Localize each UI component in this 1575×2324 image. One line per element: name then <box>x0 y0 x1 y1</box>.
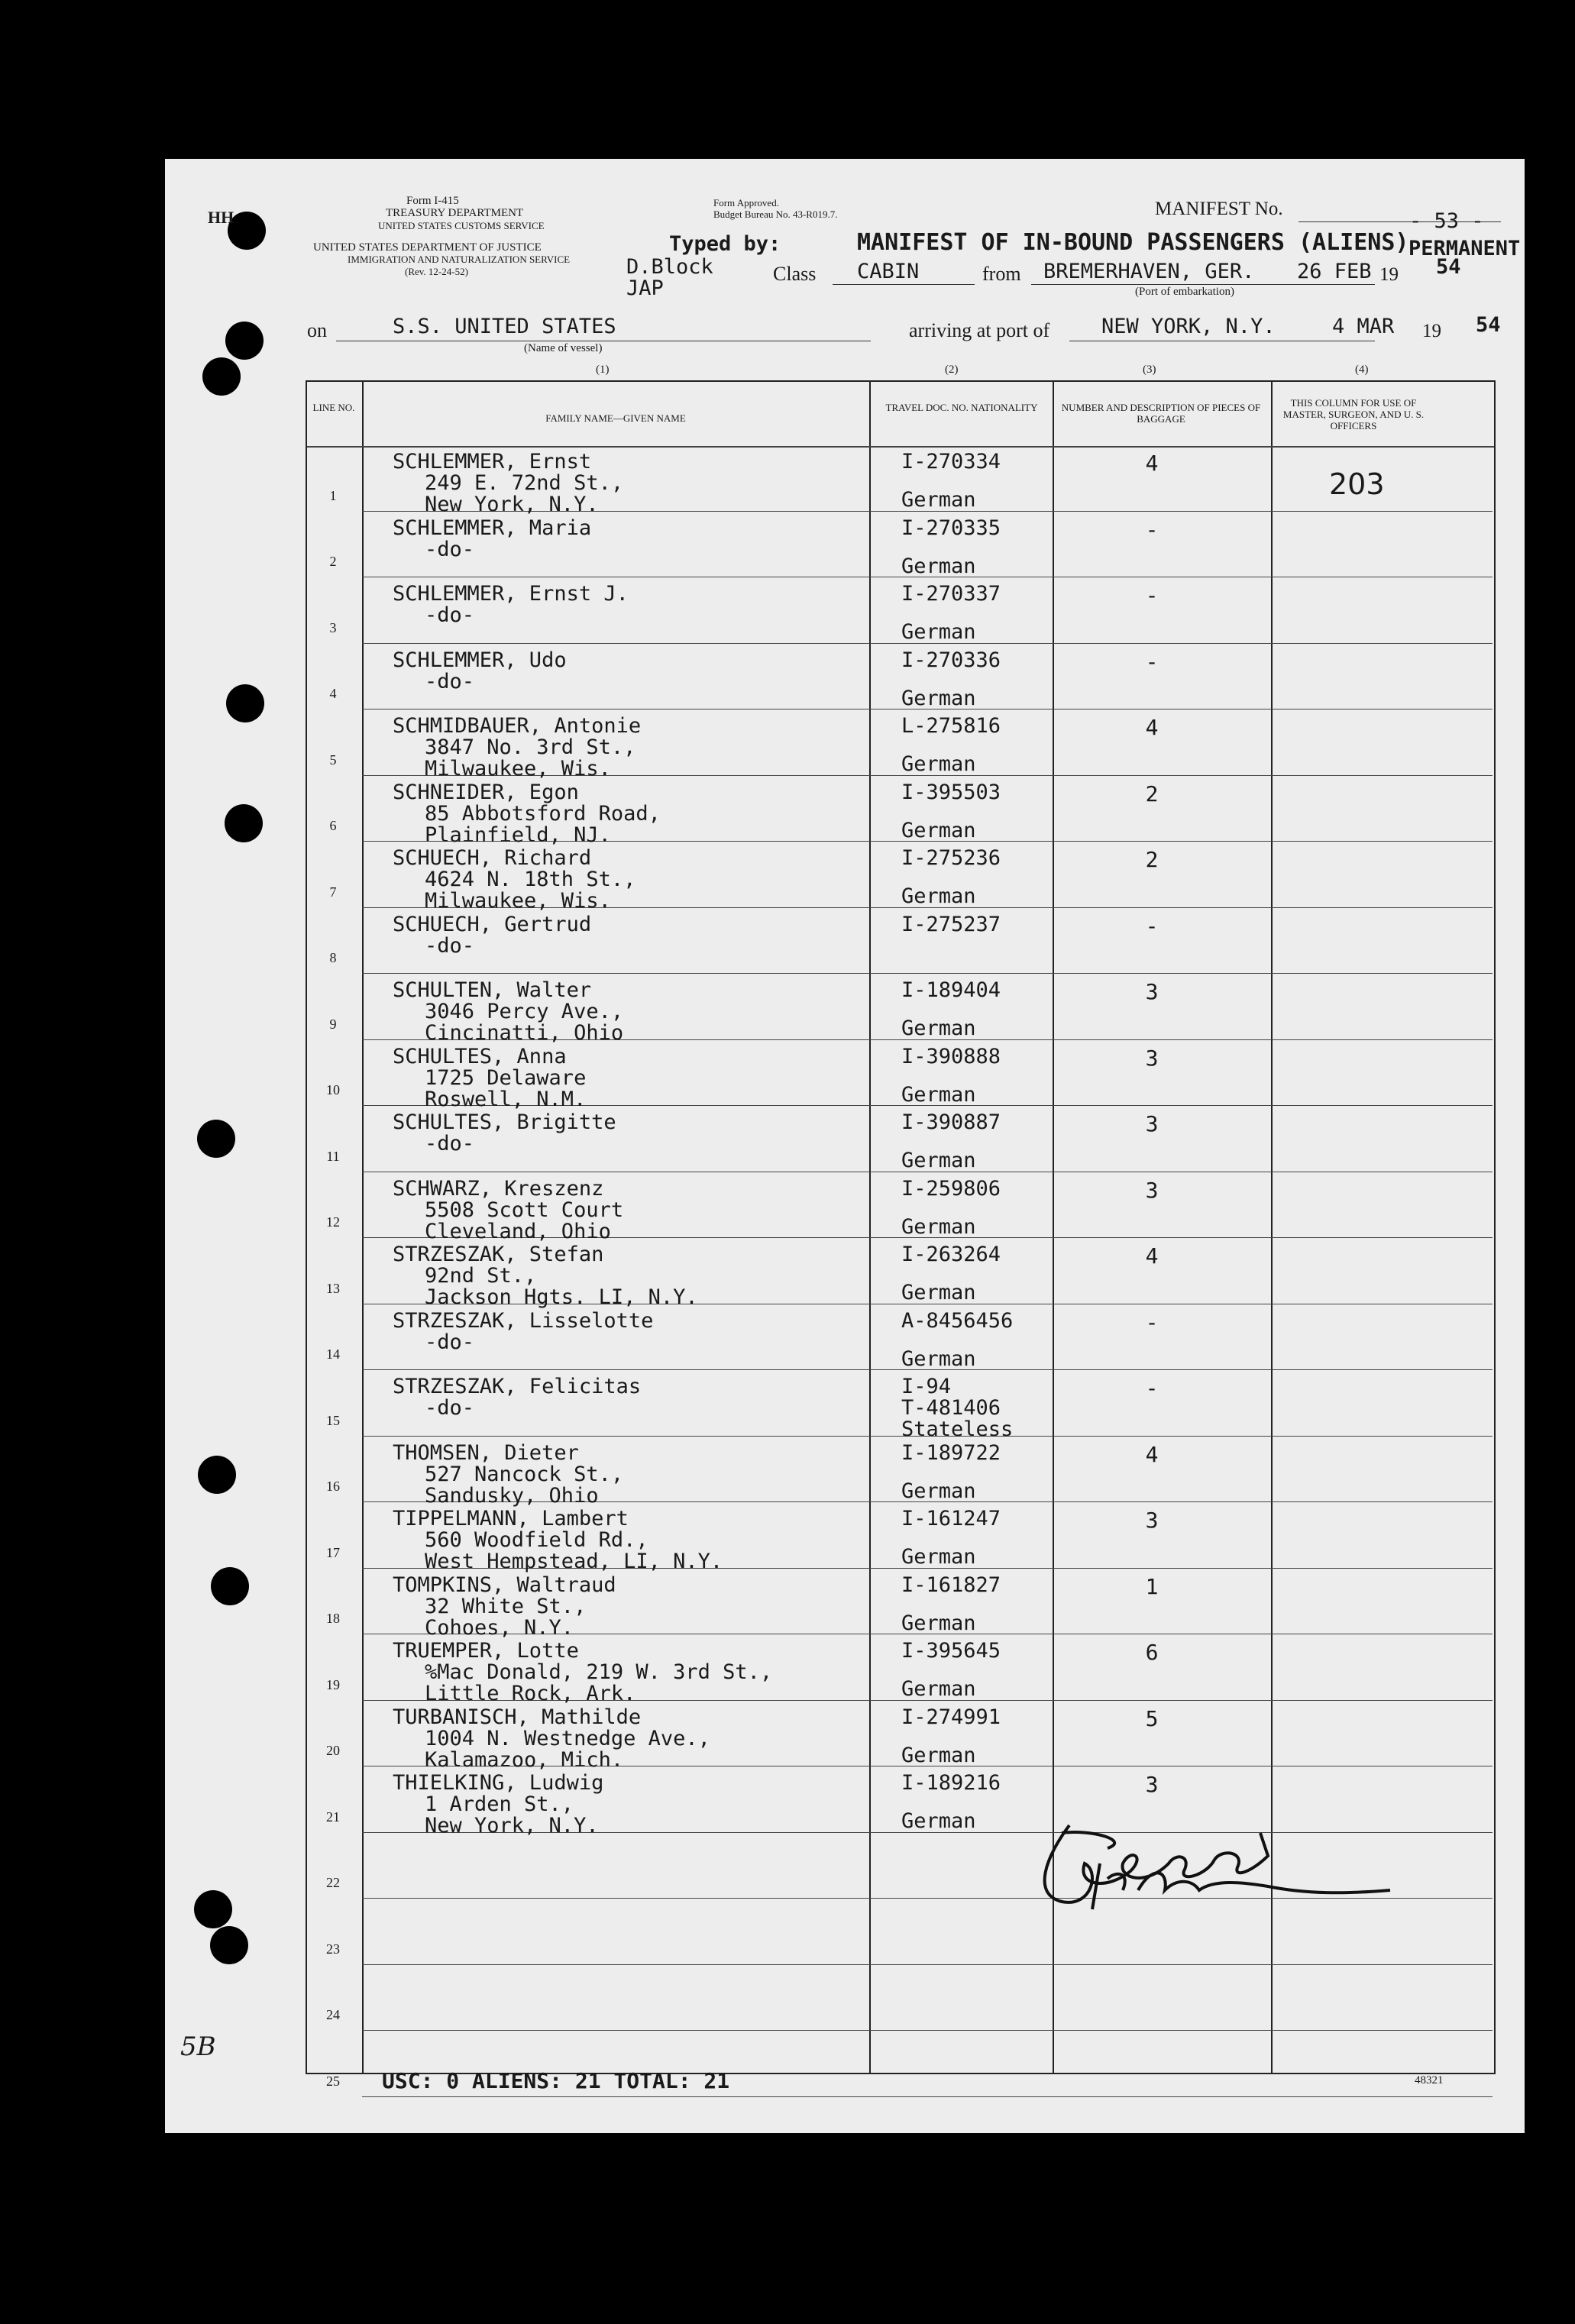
line-number: 21 <box>326 1808 340 1825</box>
nationality: German <box>901 488 976 512</box>
punch-hole <box>210 1926 248 1964</box>
travel-doc-number: I-395503 <box>901 780 1001 804</box>
baggage-count: 4 <box>1145 1441 1159 1467</box>
passenger-address: Milwaukee, Wis. <box>425 889 611 913</box>
col-number-1: (1) <box>596 364 610 376</box>
line-number: 6 <box>329 818 337 833</box>
line-number: 24 <box>326 2007 340 2022</box>
nationality: German <box>901 686 976 710</box>
baggage-count: - <box>1145 583 1159 608</box>
nationality: German <box>901 884 976 908</box>
nationality: German <box>901 554 976 578</box>
customs-service: UNITED STATES CUSTOMS SERVICE <box>378 220 545 231</box>
passenger-name: TIPPELMANN, Lambert <box>393 1507 629 1530</box>
passenger-address: -do- <box>425 933 475 958</box>
nationality: Stateless <box>901 1417 1014 1441</box>
baggage-count: 4 <box>1145 451 1159 476</box>
line-number: 12 <box>326 1214 340 1230</box>
travel-doc-number: A-8456456 <box>901 1308 1014 1333</box>
row-divider <box>362 2030 1493 2031</box>
passenger-address: Cohoes, N.Y. <box>425 1615 574 1640</box>
margin-mark: 5B <box>180 2031 216 2062</box>
travel-doc-number: I-390888 <box>901 1044 1001 1068</box>
passenger-name: SCHNEIDER, Egon <box>393 780 579 804</box>
passenger-address: 1725 Delaware <box>425 1065 587 1090</box>
col-number-4: (4) <box>1355 364 1369 376</box>
travel-doc-number: I-270335 <box>901 516 1001 540</box>
passenger-address: Roswell, N.M. <box>425 1087 587 1111</box>
punch-hole <box>198 1456 236 1494</box>
row-divider <box>362 1964 1493 1965</box>
baggage-count: 2 <box>1145 781 1159 806</box>
travel-doc-number: I-263264 <box>901 1243 1001 1266</box>
passenger-address: 3847 No. 3rd St., <box>425 735 636 759</box>
travel-doc-number: I-275237 <box>901 912 1001 936</box>
line-number: 1 <box>329 487 337 503</box>
embarkation-date: 26 FEB <box>1297 260 1372 283</box>
line-number: 7 <box>329 884 337 900</box>
header-baggage: NUMBER AND DESCRIPTION OF PIECES OF BAGGAGE <box>1061 402 1261 425</box>
signature <box>1016 1818 1413 1917</box>
baggage-count: 5 <box>1145 1705 1159 1731</box>
travel-doc-number: L-275816 <box>901 714 1001 738</box>
line-number: 4 <box>329 686 337 701</box>
passenger-address: 1004 N. Westnedge Ave., <box>425 1726 710 1750</box>
arrival-year: 54 <box>1476 313 1501 337</box>
form-code: 48321 <box>1415 2074 1444 2086</box>
passenger-name: SCHULTES, Brigitte <box>393 1110 616 1134</box>
travel-doc-number: I-275236 <box>901 846 1001 870</box>
port-of-embarkation: BREMERHAVEN, GER. <box>1043 260 1255 283</box>
line-number: 22 <box>326 1875 340 1890</box>
line-number: 16 <box>326 1479 340 1494</box>
line-number: 8 <box>329 950 337 965</box>
vessel-name: S.S. UNITED STATES <box>393 315 616 338</box>
passenger-name: SCHLEMMER, Udo <box>393 648 567 672</box>
passenger-name: THIELKING, Ludwig <box>393 1771 604 1795</box>
passenger-address: -do- <box>425 1396 475 1420</box>
passenger-address: Little Rock, Ark. <box>425 1682 636 1705</box>
passenger-name: TOMPKINS, Waltraud <box>393 1572 616 1597</box>
passenger-address: New York, N.Y. <box>425 493 599 516</box>
passenger-address: -do- <box>425 669 475 693</box>
nationality: German <box>901 752 976 776</box>
baggage-count: 1 <box>1145 1573 1159 1599</box>
baggage-count: 3 <box>1145 979 1159 1004</box>
nationality: German <box>901 1346 976 1371</box>
line-number: 15 <box>326 1412 340 1428</box>
baggage-count: - <box>1145 648 1159 674</box>
permanent-stamp: PERMANENT <box>1408 237 1521 260</box>
baggage-count: 3 <box>1145 1177 1159 1203</box>
header-officers: THIS COLUMN FOR USE OF MASTER, SURGEON, AND U. S. OFFICERS <box>1282 397 1425 432</box>
passenger-address: West Hempstead, LI, N.Y. <box>425 1550 723 1573</box>
line-number: 3 <box>329 619 337 635</box>
passenger-address: 249 E. 72nd St., <box>425 471 624 495</box>
line-number: 13 <box>326 1280 340 1296</box>
passenger-address: Cleveland, Ohio <box>425 1219 611 1243</box>
ins-service: IMMIGRATION AND NATURALIZATION SERVICE <box>348 254 571 265</box>
passenger-address: Cincinatti, Ohio <box>425 1021 624 1045</box>
passenger-name: SCHMIDBAUER, Antonie <box>393 714 642 738</box>
baggage-count: 3 <box>1145 1045 1159 1071</box>
travel-doc-number: I-189404 <box>901 978 1001 1002</box>
passenger-address: 560 Woodfield Rd., <box>425 1528 648 1552</box>
punch-hole <box>225 804 263 842</box>
nationality: German <box>901 1545 976 1569</box>
corner-mark: HH <box>208 208 234 227</box>
passenger-name: SCHWARZ, Kreszenz <box>393 1176 604 1201</box>
travel-doc-number: I-270337 <box>901 582 1001 606</box>
passenger-name: SCHULTES, Anna <box>393 1044 567 1068</box>
passenger-name: STRZESZAK, Lisselotte <box>393 1308 654 1333</box>
on-label: on <box>307 319 327 341</box>
passenger-address: Milwaukee, Wis. <box>425 757 611 781</box>
nationality: German <box>901 818 976 842</box>
manifest-no-label: MANIFEST No. <box>1155 199 1283 219</box>
arrival-year-prefix: 19 <box>1422 321 1441 341</box>
line-number: 14 <box>326 1346 340 1362</box>
baggage-count: - <box>1145 1375 1159 1401</box>
row-divider <box>362 2096 1493 2097</box>
line-number: 2 <box>329 554 337 569</box>
nationality: German <box>901 620 976 644</box>
nationality: German <box>901 1479 976 1503</box>
punch-hole <box>197 1120 235 1158</box>
nationality: German <box>901 1809 976 1833</box>
budget-bureau: Budget Bureau No. 43-R019.7. <box>713 208 838 220</box>
passenger-address: Jackson Hgts. LI, N.Y. <box>425 1285 698 1309</box>
travel-doc-number: I-161827 <box>901 1572 1001 1597</box>
passenger-address: 32 White St., <box>425 1594 587 1618</box>
passenger-address: 4624 N. 18th St., <box>425 868 636 891</box>
header-name: FAMILY NAME—GIVEN NAME <box>545 412 686 424</box>
baggage-count: 3 <box>1145 1772 1159 1797</box>
passenger-address: 1 Arden St., <box>425 1792 574 1816</box>
travel-doc-number: I-270334 <box>901 450 1001 474</box>
passenger-name: TURBANISCH, Mathilde <box>393 1705 642 1729</box>
line-number: 20 <box>326 1743 340 1758</box>
baggage-count: 4 <box>1145 1243 1159 1269</box>
passenger-name: STRZESZAK, Stefan <box>393 1243 604 1266</box>
travel-doc-number: I-395645 <box>901 1639 1001 1663</box>
passenger-address: -do- <box>425 537 475 561</box>
travel-doc-number: I-189722 <box>901 1440 1001 1465</box>
passenger-address: Plainfield, NJ. <box>425 823 611 847</box>
punch-hole <box>211 1567 249 1605</box>
passenger-address: Kalamazoo, Mich. <box>425 1747 624 1772</box>
baggage-count: 4 <box>1145 715 1159 740</box>
class-value: CABIN <box>857 260 920 283</box>
travel-doc-number: I-259806 <box>901 1176 1001 1201</box>
passenger-address: %Mac Donald, 219 W. 3rd St., <box>425 1660 773 1684</box>
revision: (Rev. 12-24-52) <box>405 266 468 277</box>
passenger-address: New York, N.Y. <box>425 1814 599 1838</box>
passenger-name: SCHLEMMER, Maria <box>393 516 592 540</box>
passenger-name: SCHULTEN, Walter <box>393 978 592 1002</box>
baggage-count: - <box>1145 913 1159 939</box>
nationality: German <box>901 1017 976 1040</box>
nationality: German <box>901 1149 976 1172</box>
passenger-address: 527 Nancock St., <box>425 1462 624 1486</box>
line-number: 5 <box>329 752 337 768</box>
travel-doc-number: I-390887 <box>901 1110 1001 1134</box>
line-number: 11 <box>326 1148 340 1164</box>
passenger-address: -do- <box>425 1330 475 1354</box>
port-caption: (Port of embarkation) <box>1135 286 1234 298</box>
passenger-name: THOMSEN, Dieter <box>393 1440 579 1465</box>
arrival-date: 4 MAR <box>1332 315 1395 338</box>
passenger-address: -do- <box>425 1132 475 1156</box>
manifest-title: MANIFEST OF IN-BOUND PASSENGERS (ALIENS) <box>857 229 1409 256</box>
line-number: 10 <box>326 1082 340 1097</box>
form-approved: Form Approved. <box>713 197 779 208</box>
typed-by-initials: JAP <box>626 276 664 300</box>
vessel-caption: (Name of vessel) <box>524 342 603 354</box>
manifest-number: - 53 - <box>1409 209 1484 233</box>
punch-hole <box>225 322 264 360</box>
nationality: German <box>901 1281 976 1304</box>
totals-footer: USC: 0 ALIENS: 21 TOTAL: 21 <box>382 2068 730 2093</box>
passenger-address: 3046 Percy Ave., <box>425 1000 624 1023</box>
form-number: Form I-415 <box>406 195 459 207</box>
passenger-name: SCHLEMMER, Ernst <box>393 450 592 474</box>
baggage-count: 3 <box>1145 1111 1159 1136</box>
line-number: 25 <box>326 2073 340 2089</box>
baggage-count: 2 <box>1145 847 1159 872</box>
nationality: German <box>901 1677 976 1701</box>
col-number-2: (2) <box>945 364 959 376</box>
treasury-department: TREASURY DEPARTMENT <box>386 207 524 219</box>
passenger-address: 85 Abbotsford Road, <box>425 801 661 826</box>
passenger-name: SCHUECH, Gertrud <box>393 912 592 936</box>
passenger-address: Sandusky, Ohio <box>425 1483 599 1508</box>
passenger-name: SCHUECH, Richard <box>393 846 592 870</box>
baggage-count: 3 <box>1145 1508 1159 1533</box>
passenger-name: SCHLEMMER, Ernst J. <box>393 582 629 606</box>
embarkation-year: 54 <box>1436 255 1461 279</box>
year-prefix: 19 <box>1379 264 1399 285</box>
travel-doc-number: I-189216 <box>901 1771 1001 1795</box>
header-doc: TRAVEL DOC. NO. NATIONALITY <box>885 402 1038 413</box>
line-number: 18 <box>326 1611 340 1626</box>
row-divider <box>362 973 1493 974</box>
passenger-address: -do- <box>425 603 475 627</box>
baggage-count: - <box>1145 1309 1159 1335</box>
punch-hole <box>202 357 241 396</box>
punch-hole <box>194 1890 232 1928</box>
nationality: German <box>901 1611 976 1635</box>
line-number: 23 <box>326 1941 340 1957</box>
officer-number: 203 <box>1329 467 1385 501</box>
header-line-no: LINE NO. <box>312 402 355 413</box>
line-number: 9 <box>329 1016 337 1032</box>
arriving-label: arriving at port of <box>909 319 1050 341</box>
baggage-count: 6 <box>1145 1640 1159 1665</box>
travel-doc-number: I-274991 <box>901 1705 1001 1729</box>
travel-doc-number: I-161247 <box>901 1507 1001 1530</box>
typed-by-name: D.Block <box>626 255 713 279</box>
from-label: from <box>982 263 1021 285</box>
travel-doc-number: I-270336 <box>901 648 1001 672</box>
col-number-3: (3) <box>1143 364 1156 376</box>
passenger-name: TRUEMPER, Lotte <box>393 1639 579 1663</box>
class-label: Class <box>773 263 817 285</box>
nationality: German <box>901 1743 976 1767</box>
dept-justice: UNITED STATES DEPARTMENT OF JUSTICE <box>313 241 542 254</box>
passenger-address: 92nd St., <box>425 1264 537 1288</box>
nationality: German <box>901 1082 976 1107</box>
typed-by-label: Typed by: <box>669 232 781 256</box>
arrival-port: NEW YORK, N.Y. <box>1101 315 1276 338</box>
nationality: German <box>901 1214 976 1239</box>
line-number: 19 <box>326 1676 340 1692</box>
passenger-name: STRZESZAK, Felicitas <box>393 1375 642 1398</box>
travel-doc-number: T-481406 <box>901 1396 1001 1420</box>
travel-doc-number: I-94 <box>901 1375 952 1398</box>
baggage-count: - <box>1145 516 1159 542</box>
line-number: 17 <box>326 1544 340 1560</box>
passenger-address: 5508 Scott Court <box>425 1198 624 1222</box>
punch-hole <box>226 684 264 722</box>
